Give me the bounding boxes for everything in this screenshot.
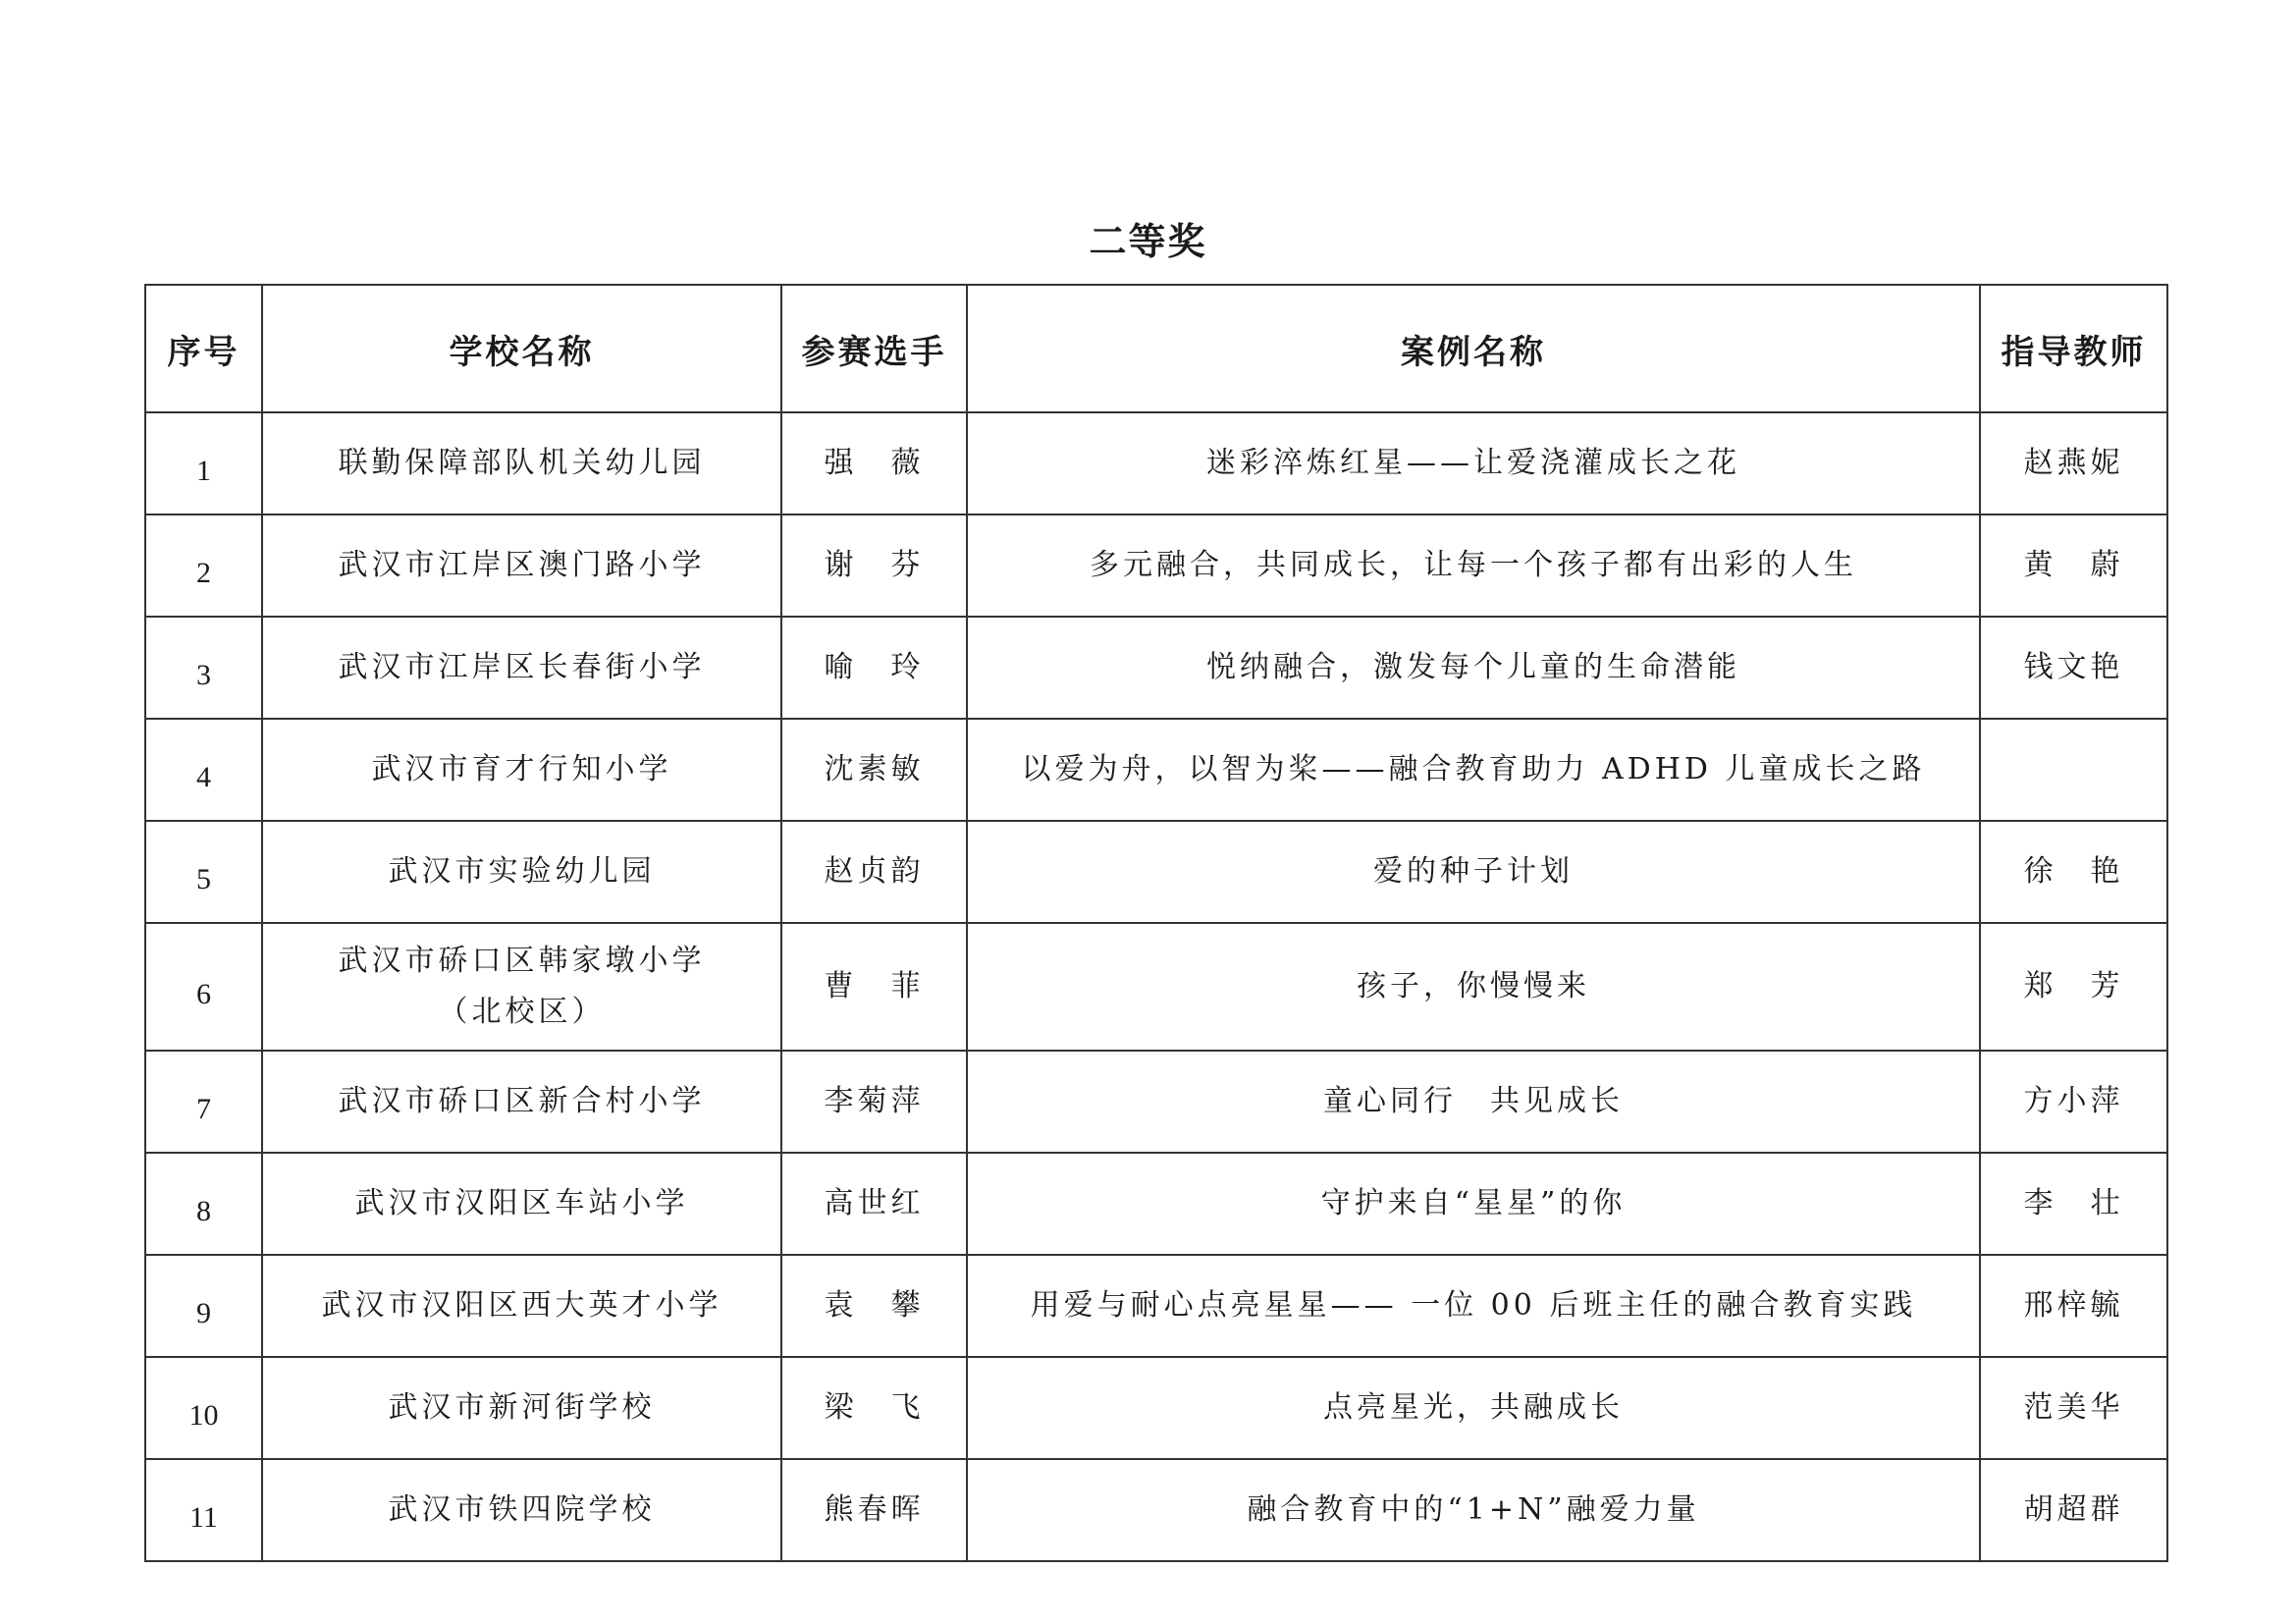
row-school: 武汉市汉阳区车站小学 (262, 1153, 781, 1255)
row-case: 点亮星光，共融成长 (967, 1357, 1980, 1459)
row-no: 3 (145, 617, 262, 719)
row-teacher: 郑 芳 (1980, 923, 2167, 1051)
row-contestant: 李菊萍 (781, 1051, 967, 1153)
page-title: 二等奖 (1089, 220, 1207, 263)
table-row (145, 821, 2167, 923)
table-row (145, 1153, 2167, 1255)
row-school: 武汉市江岸区澳门路小学 (262, 514, 781, 617)
row-school: 联勤保障部队机关幼儿园 (262, 412, 781, 514)
row-teacher: 邢梓毓 (1980, 1255, 2167, 1357)
row-no: 11 (145, 1459, 262, 1561)
row-case: 多元融合，共同成长，让每一个孩子都有出彩的人生 (967, 514, 1980, 617)
row-teacher: 胡超群 (1980, 1459, 2167, 1561)
row-contestant: 梁 飞 (781, 1357, 967, 1459)
row-teacher: 方小萍 (1980, 1051, 2167, 1153)
row-case: 融合教育中的“1+N”融爱力量 (967, 1459, 1980, 1561)
row-contestant: 谢 芬 (781, 514, 967, 617)
row-teacher: 李 壮 (1980, 1153, 2167, 1255)
row-school (262, 923, 781, 1051)
row-teacher: 徐 艳 (1980, 821, 2167, 923)
table-row (145, 1357, 2167, 1459)
row-no: 2 (145, 514, 262, 617)
row-teacher (1980, 719, 2167, 821)
row-contestant: 赵贞韵 (781, 821, 967, 923)
row-case: 守护来自“星星”的你 (967, 1153, 1980, 1255)
header-case: 案例名称 (967, 285, 1980, 412)
header-teacher: 指导教师 (1980, 285, 2167, 412)
row-contestant: 袁 攀 (781, 1255, 967, 1357)
row-case: 迷彩淬炼红星——让爱浇灌成长之花 (967, 412, 1980, 514)
table-row (145, 1051, 2167, 1153)
row-contestant: 喻 玲 (781, 617, 967, 719)
award-table (144, 284, 2168, 1562)
row-case: 以爱为舟，以智为桨——融合教育助力 ADHD 儿童成长之路 (967, 719, 1980, 821)
row-contestant: 沈素敏 (781, 719, 967, 821)
table-row (145, 923, 2167, 1051)
table-row (145, 719, 2167, 821)
row-case: 爱的种子计划 (967, 821, 1980, 923)
table-header-row (145, 285, 2167, 412)
row-no: 10 (145, 1357, 262, 1459)
row-no: 4 (145, 719, 262, 821)
row-no: 1 (145, 412, 262, 514)
row-no: 6 (145, 923, 262, 1051)
row-teacher: 赵燕妮 (1980, 412, 2167, 514)
table-row (145, 412, 2167, 514)
row-contestant: 强 薇 (781, 412, 967, 514)
row-no: 5 (145, 821, 262, 923)
table-row (145, 1459, 2167, 1561)
row-school: 武汉市江岸区长春街小学 (262, 617, 781, 719)
table-row (145, 1255, 2167, 1357)
header-contestant: 参赛选手 (781, 285, 967, 412)
row-school-line1: 武汉市硚口区韩家墩小学 (338, 944, 706, 978)
table-row (145, 514, 2167, 617)
row-school: 武汉市铁四院学校 (262, 1459, 781, 1561)
row-school: 武汉市新河街学校 (262, 1357, 781, 1459)
row-no: 7 (145, 1051, 262, 1153)
row-case: 童心同行 共见成长 (967, 1051, 1980, 1153)
table-row (145, 617, 2167, 719)
row-teacher: 黄 蔚 (1980, 514, 2167, 617)
row-teacher: 范美华 (1980, 1357, 2167, 1459)
row-school: 武汉市汉阳区西大英才小学 (262, 1255, 781, 1357)
row-teacher: 钱文艳 (1980, 617, 2167, 719)
row-school: 武汉市硚口区新合村小学 (262, 1051, 781, 1153)
row-case: 悦纳融合，激发每个儿童的生命潜能 (967, 617, 1980, 719)
row-case: 用爱与耐心点亮星星—— 一位 00 后班主任的融合教育实践 (967, 1255, 1980, 1357)
row-contestant: 曹 菲 (781, 923, 967, 1051)
header-school: 学校名称 (262, 285, 781, 412)
row-contestant: 熊春晖 (781, 1459, 967, 1561)
row-school: 武汉市育才行知小学 (262, 719, 781, 821)
row-school-line2: （北校区） (438, 995, 606, 1029)
row-case: 孩子，你慢慢来 (967, 923, 1980, 1051)
row-school: 武汉市实验幼儿园 (262, 821, 781, 923)
header-no: 序号 (145, 285, 262, 412)
row-no: 9 (145, 1255, 262, 1357)
row-no: 8 (145, 1153, 262, 1255)
row-contestant: 高世红 (781, 1153, 967, 1255)
